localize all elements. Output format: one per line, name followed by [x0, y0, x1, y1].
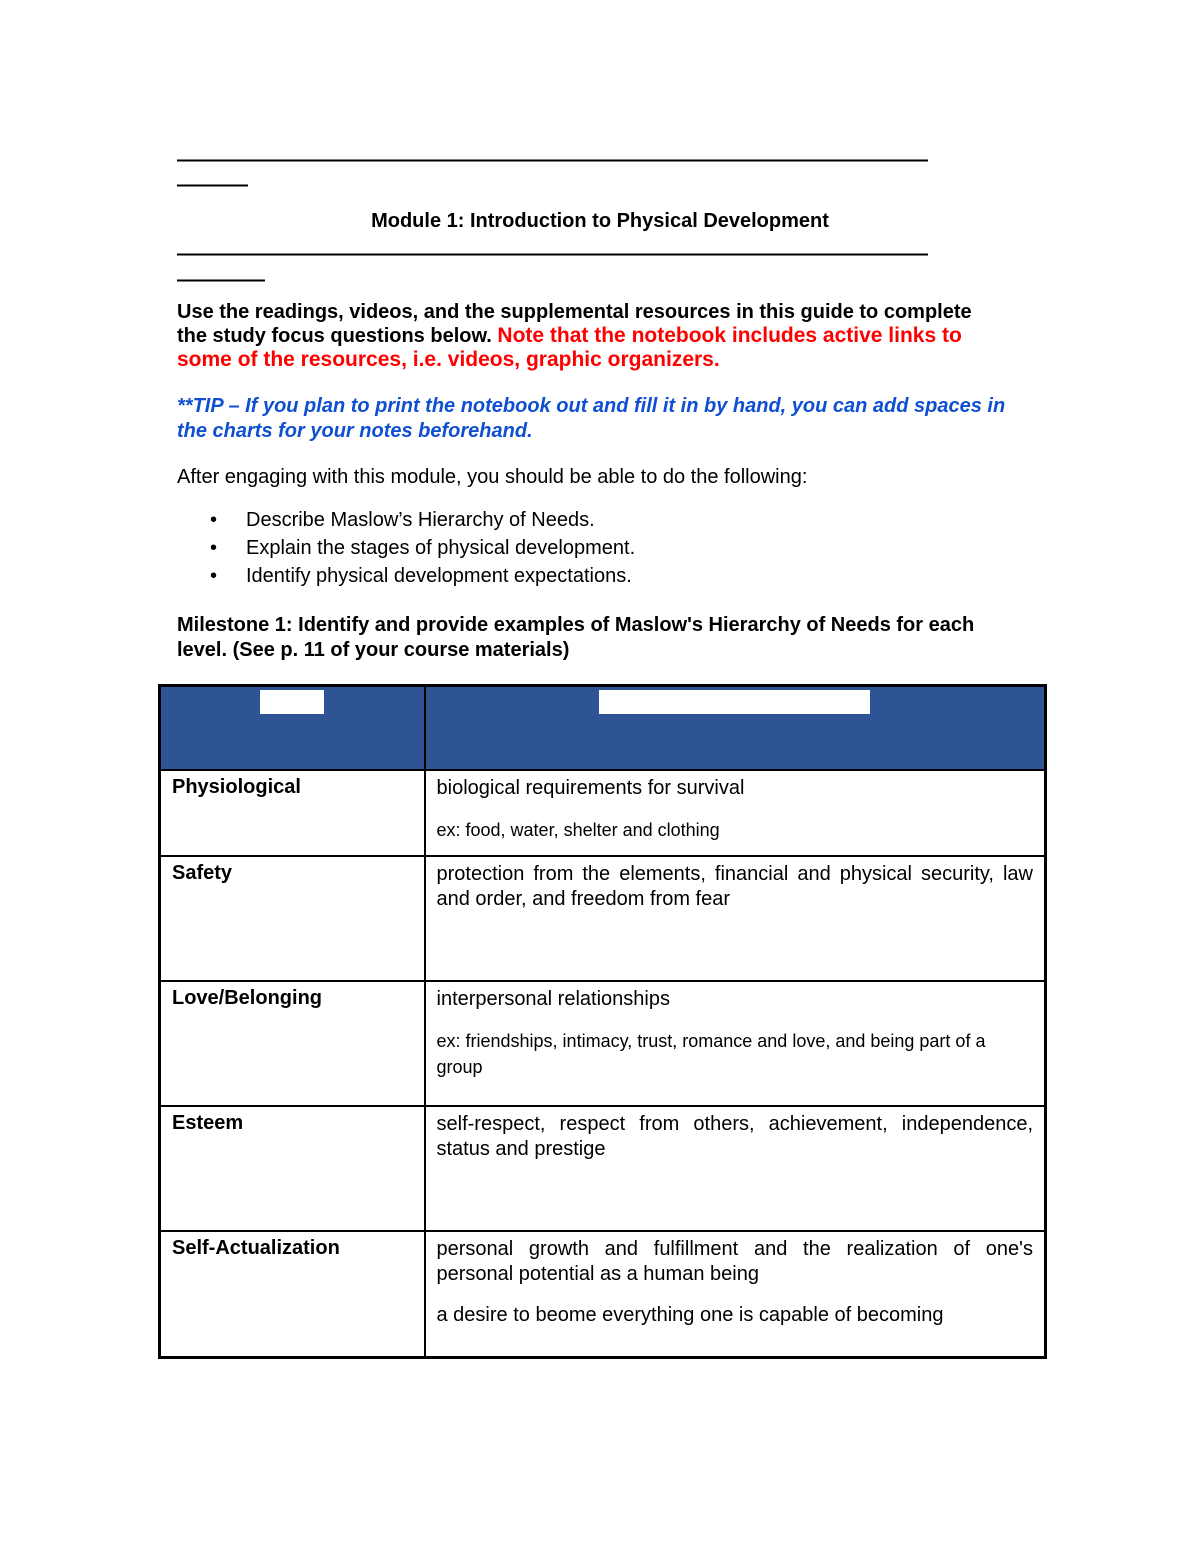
level-cell: Safety	[160, 856, 425, 981]
milestone-heading: Milestone 1: Identify and provide examples of Maslow's Hierarchy of Needs for each level. (See p. 11 of your course materials)	[177, 614, 975, 661]
objective-item: • Identify physical development expectations.	[210, 563, 635, 591]
header-blank-box	[260, 690, 324, 714]
module-title: Module 1: Introduction to Physical Development	[371, 210, 829, 232]
table-row	[160, 981, 1046, 1106]
description-text: personal growth and fulfillment and the realization of one's personal potential as a human being	[436, 1238, 1033, 1285]
intro-paragraph	[177, 300, 1007, 372]
top-rule: ————————————————————————————————————————————	[177, 149, 925, 171]
objective-item: • Explain the stages of physical development.	[210, 535, 635, 563]
maslow-table	[158, 684, 1047, 1359]
header-blank-box	[599, 690, 870, 714]
example-text: ex: food, water, shelter and clothing	[436, 820, 720, 840]
description-cell	[425, 770, 1046, 856]
intro-instructions: Use the readings, videos, and the supplemental resources in this guide to complete the study focus questions below.	[177, 301, 972, 347]
description-text: interpersonal relationships	[436, 988, 670, 1010]
objectives-intro: After engaging with this module, you should be able to do the following:	[177, 466, 808, 488]
description-text: self-respect, respect from others, achievement, independence, status and prestige	[436, 1113, 1033, 1160]
bottom-rule: ————————————————————————————————————————————	[177, 243, 925, 265]
objective-item: • Describe Maslow’s Hierarchy of Needs.	[210, 507, 635, 535]
example-text: a desire to beome everything one is capable of becoming	[436, 1304, 944, 1326]
description-cell	[425, 1106, 1046, 1231]
intro-note: Note that the notebook includes active links to some of the resources, i.e. videos, graphic organizers.	[177, 324, 962, 371]
objectives-list	[210, 507, 635, 591]
example-text: ex: friendships, intimacy, trust, romance and love, and being part of a group	[436, 1031, 986, 1077]
level-cell: Self-Actualization	[160, 1231, 425, 1357]
level-cell: Physiological	[160, 770, 425, 856]
top-rule-tail: ————	[177, 174, 245, 196]
description-cell	[425, 981, 1046, 1106]
header-cell-description	[425, 686, 1046, 771]
table-row	[160, 856, 1046, 981]
header-cell-level	[160, 686, 425, 771]
description-cell	[425, 856, 1046, 981]
description-text: biological requirements for survival	[436, 777, 745, 799]
table-row	[160, 1231, 1046, 1357]
level-cell: Esteem	[160, 1106, 425, 1231]
description-text: protection from the elements, financial and physical security, law and order, and freedom from fear	[436, 863, 1033, 910]
table-row	[160, 1106, 1046, 1231]
level-cell: Love/Belonging	[160, 981, 425, 1106]
table-header-row	[160, 686, 1046, 771]
tip-paragraph: **TIP – If you plan to print the notebook out and fill it in by hand, you can add spaces in the charts for your notes beforehand.	[177, 395, 1006, 442]
table-row	[160, 770, 1046, 856]
description-cell	[425, 1231, 1046, 1357]
bottom-rule-tail: —————	[177, 269, 262, 291]
